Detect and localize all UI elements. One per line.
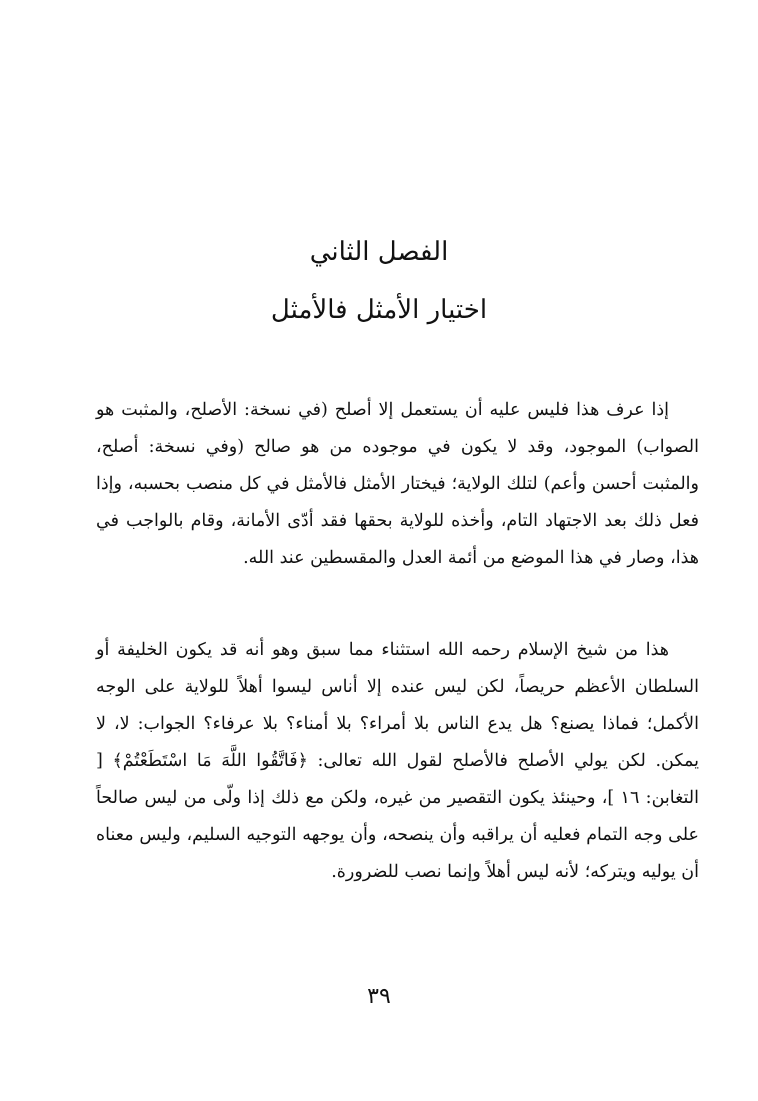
chapter-title: الفصل الثاني: [309, 237, 449, 267]
page-number: ٣٩: [367, 984, 391, 1009]
body-paragraph-1: إذا عرف هذا فليس عليه أن يستعمل إلا أصلح (في نسخة: الأصلح، والمثبت هو الصواب) الموجود، وقد لا يكون في موجوده من هو صالح (وفي نسخة: أصلح، والمثبت أحسن وأعم) لتلك الولاية؛ فيختار الأمثل فالأمثل في كل منصب بحسبه، وإذا فعل ذلك بعد الاجتهاد التام، وأخذه للولاية بحقها فقد أدّى الأمانة، وقام بالواجب في هذا، وصار في هذا الموضع من أئمة العدل والمقسطين عند الله.: [96, 400, 699, 568]
body-paragraph-2: هذا من شيخ الإسلام رحمه الله استثناء مما سبق وهو أنه قد يكون الخليفة أو السلطان الأعظم حريصاً، لكن ليس عنده إلا أناس ليسوا أهلاً للولاية على الوجه الأكمل؛ فماذا يصنع؟ هل يدع الناس بلا أمراء؟ بلا أمناء؟ بلا عرفاء؟ الجواب: لا، لا يمكن. لكن يولي الأصلح فالأصلح لقول الله تعالى: ﴿فَاتَّقُوا اللَّهَ مَا اسْتَطَعْتُمْ﴾ [ التغابن: ١٦ ]، وحينئذ يكون التقصير من غيره، ولكن مع ذلك إذا ولّى من ليس صالحاً على وجه التمام فعليه أن يراقبه وأن ينصحه، وأن يوجهه التوجيه السليم، وليس معناه أن يوليه ويتركه؛ لأنه ليس أهلاً وإنما نصب للضرورة.: [96, 640, 700, 882]
chapter-subtitle: اختيار الأمثل فالأمثل: [270, 295, 488, 325]
